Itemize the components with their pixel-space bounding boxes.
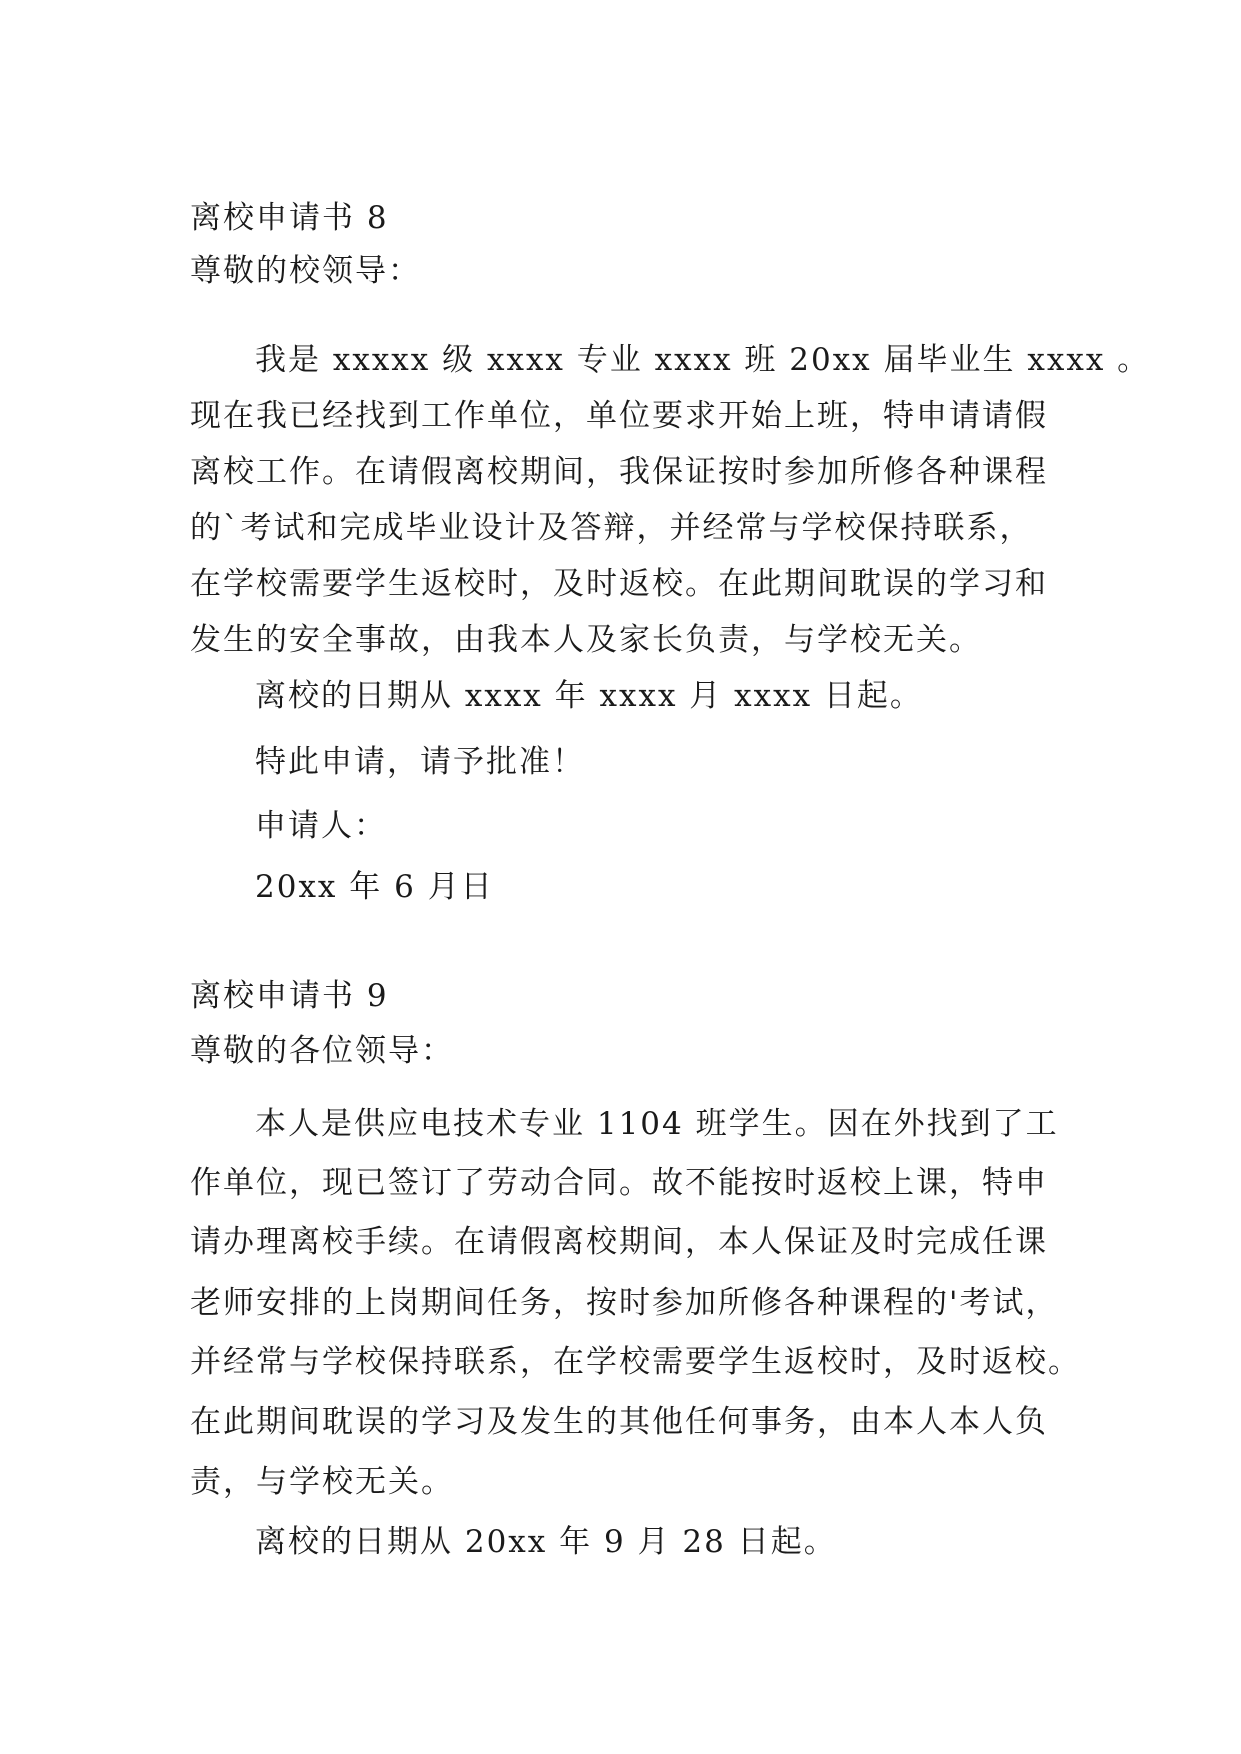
section-9-title: 离校申请书 9 [190,978,389,1014]
section-9-body-line: 请办理离校手续。在请假离校期间，本人保证及时完成任课 [190,1224,1048,1260]
section-8-body-line: 我是 xxxxx 级 xxxx 专业 xxxx 班 20xx 届毕业生 xxxx 。 [255,342,1151,378]
section-8-body-line: 发生的安全事故，由我本人及家长负责，与学校无关。 [190,622,982,658]
section-8-date-from: 离校的日期从 xxxx 年 xxxx 月 xxxx 日起。 [255,678,923,714]
section-9-body-line: 责，与学校无关。 [190,1464,454,1500]
section-9-body-line: 在此期间耽误的学习及发生的其他任何事务，由本人本人负 [190,1404,1048,1440]
section-8-applicant: 申请人： [255,808,387,844]
section-8-title: 离校申请书 8 [190,200,389,236]
section-9-body-line: 本人是供应电技术专业 1104 班学生。因在外找到了工 [255,1106,1059,1142]
section-8-body-line: 现在我已经找到工作单位，单位要求开始上班，特申请请假 [190,398,1048,434]
section-8-body-line: 的`考试和完成毕业设计及答辩，并经常与学校保持联系， [190,510,1033,546]
section-8-request: 特此申请，请予批准！ [255,744,585,780]
section-9-greeting: 尊敬的各位领导： [190,1033,454,1069]
section-8-greeting: 尊敬的校领导： [190,253,421,289]
section-8-date: 20xx 年 6 月日 [255,869,494,905]
section-9-body-line: 老师安排的上岗期间任务，按时参加所修各种课程的'考试， [190,1285,1059,1321]
section-8-body-line: 在学校需要学生返校时，及时返校。在此期间耽误的学习和 [190,566,1048,602]
section-9-body-line: 并经常与学校保持联系，在学校需要学生返校时，及时返校。 [190,1344,1081,1380]
section-9-date-from: 离校的日期从 20xx 年 9 月 28 日起。 [255,1524,837,1560]
section-8-body-line: 离校工作。在请假离校期间，我保证按时参加所修各种课程 [190,454,1048,490]
section-9-body-line: 作单位，现已签订了劳动合同。故不能按时返校上课，特申 [190,1165,1048,1201]
